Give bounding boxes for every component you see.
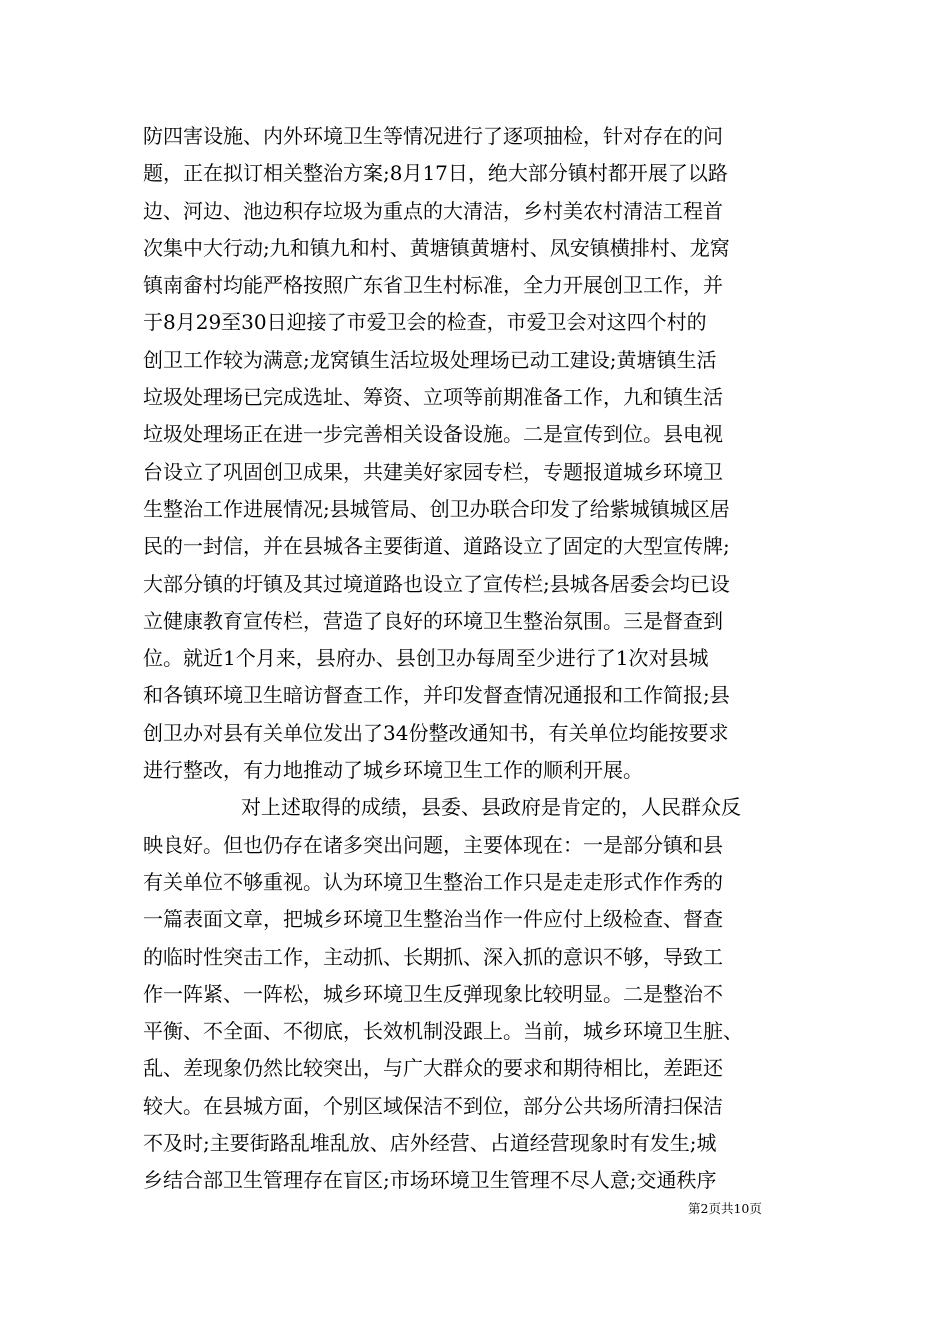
text-line: 进行整改，有力地推动了城乡环境卫生工作的顺利开展。 — [143, 758, 643, 783]
text-line: 的临时性突击工作，主动抓、长期抓、深入抓的意识不够，导致工 — [143, 944, 723, 969]
text-line: 垃圾处理场正在进一步完善相关设备设施。二是宣传到位。县电视 — [143, 422, 723, 447]
text-line: 民的一封信，并在县城各主要街道、道路设立了固定的大型宣传牌; — [143, 534, 730, 559]
text-line: 于8月29至30日迎接了市爱卫会的检查，市爱卫会对这四个村的 — [143, 310, 707, 335]
text-line: 次集中大行动;九和镇九和村、黄塘镇黄塘村、凤安镇横排村、龙窝 — [143, 235, 730, 260]
text-line: 垃圾处理场已完成选址、筹资、立项等前期准备工作，九和镇生活 — [143, 385, 723, 410]
text-line: 一篇表面文章，把城乡环境卫生整治当作一件应付上级检查、督查 — [143, 907, 723, 932]
text-line: 较大。在县城方面，个别区域保洁不到位，部分公共场所清扫保洁 — [143, 1093, 723, 1118]
text-line: 生整治工作进展情况;县城管局、创卫办联合印发了给紫城镇城区居 — [143, 496, 730, 521]
paragraph-first-line: 对上述取得的成绩，县委、县政府是肯定的，人民群众反 — [241, 795, 741, 820]
text-line: 和各镇环境卫生暗访督查工作，并印发督查情况通报和工作简报;县 — [143, 683, 730, 708]
text-line: 大部分镇的圩镇及其过境道路也设立了宣传栏;县城各居委会均已设 — [143, 571, 730, 596]
text-line: 有关单位不够重视。认为环境卫生整治工作只是走走形式作作秀的 — [143, 869, 723, 894]
text-line: 位。就近1个月来，县府办、县创卫办每周至少进行了1次对县城 — [143, 646, 709, 671]
body-text — [143, 118, 809, 1200]
text-line: 创卫办对县有关单位发出了34份整改通知书，有关单位均能按要求 — [143, 720, 729, 745]
text-line: 映良好。但也仍存在诸多突出问题，主要体现在：一是部分镇和县 — [143, 832, 723, 857]
text-line: 乱、差现象仍然比较突出，与广大群众的要求和期待相比，差距还 — [143, 1056, 723, 1081]
text-line: 作一阵紧、一阵松，城乡环境卫生反弹现象比较明显。二是整治不 — [143, 981, 723, 1006]
text-line: 防四害设施、内外环境卫生等情况进行了逐项抽检，针对存在的问 — [143, 124, 723, 148]
text-line: 不及时;主要街路乱堆乱放、店外经营、占道经营现象时有发生;城 — [143, 1131, 717, 1156]
text-line: 平衡、不全面、不彻底，长效机制没跟上。当前，城乡环境卫生脏、 — [143, 1019, 743, 1044]
text-line: 边、河边、池边积存垃圾为重点的大清洁，乡村美农村清洁工程首 — [143, 198, 723, 223]
text-line: 创卫工作较为满意;龙窝镇生活垃圾处理场已动工建设;黄塘镇生活 — [143, 347, 717, 372]
text-line: 题，正在拟订相关整治方案;8月17日，绝大部分镇村都开展了以路 — [143, 161, 728, 186]
text-line: 镇南畲村均能严格按照广东省卫生村标准，全力开展创卫工作，并 — [143, 273, 723, 298]
text-line: 乡结合部卫生管理存在盲区;市场环境卫生管理不尽人意;交通秩序 — [143, 1168, 717, 1193]
text-line: 立健康教育宣传栏，营造了良好的环境卫生整治氛围。三是督查到 — [143, 608, 723, 633]
text-line: 台设立了巩固创卫成果，共建美好家园专栏，专题报道城乡环境卫 — [143, 459, 723, 484]
page-number: 第2页共10页 — [688, 1201, 762, 1216]
